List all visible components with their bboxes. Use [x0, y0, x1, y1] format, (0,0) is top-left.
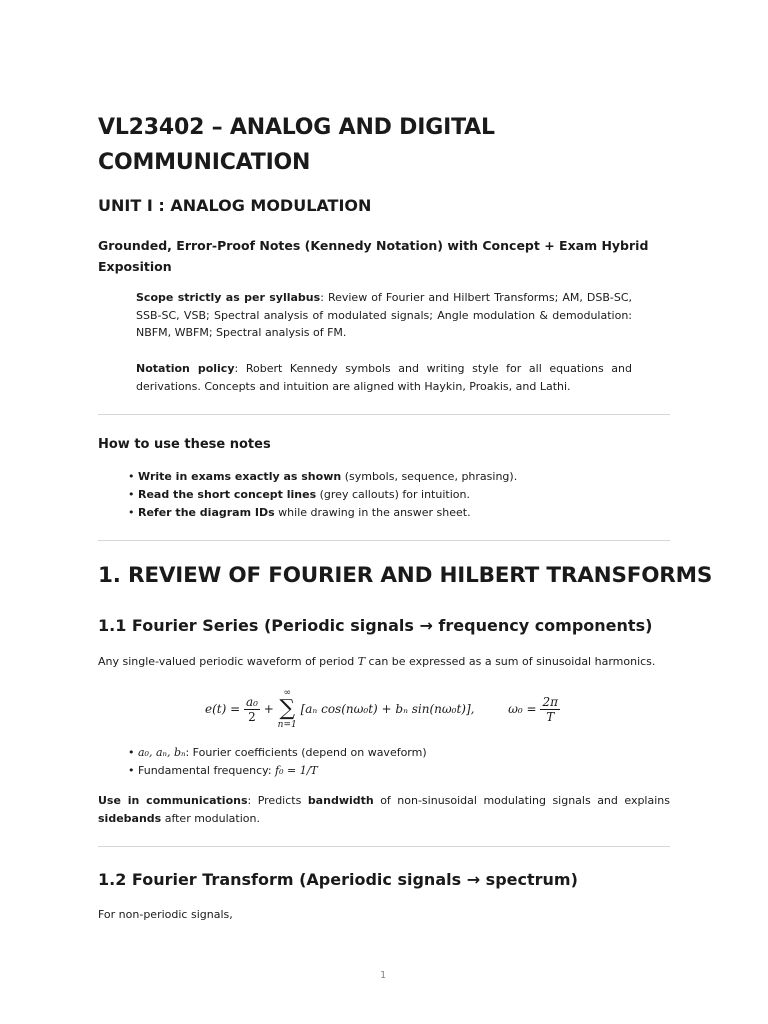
document-title: VL23402 – ANALOG AND DIGITAL COMMUNICATION	[98, 115, 495, 175]
use-label: Use in communications	[98, 794, 248, 807]
denominator: T	[546, 709, 555, 724]
list-item-text: Fundamental frequency:	[138, 764, 276, 777]
notation-text: : Robert Kennedy symbols and writing style for all equations and derivations. Concepts and intuition are aligned with Haykin, Proakis, and Lathi.	[136, 362, 632, 393]
plus-sign: +	[263, 702, 274, 716]
list-item-bold: Read the short concept lines	[138, 488, 317, 501]
use-text: : Predicts	[247, 794, 308, 807]
list-item-text: (grey callouts) for intuition.	[316, 488, 470, 501]
list-item: • Read the short concept lines (grey callouts) for intuition.	[128, 488, 470, 501]
list-item: • Write in exams exactly as shown (symbols, sequence, phrasing).	[128, 470, 518, 483]
equation-lhs: e(t) =	[205, 702, 241, 716]
document-subtitle: Grounded, Error-Proof Notes (Kennedy Notation) with Concept + Exam Hybrid Exposition	[98, 238, 649, 274]
page-number: 1	[380, 970, 387, 981]
divider	[98, 540, 670, 541]
equation-body: [aₙ cos(nω₀t) + bₙ sin(nω₀t)],	[300, 702, 475, 716]
fourier-series-bullets	[128, 744, 427, 780]
numerator: a₀	[245, 694, 258, 709]
numerator: 2π	[542, 694, 558, 709]
use-text: of non-sinusoidal modulating signals and explains	[373, 794, 670, 807]
notation-callout	[136, 360, 632, 395]
how-to-list	[128, 468, 517, 522]
math-variable: f₀ = 1/T	[275, 764, 318, 777]
fourier-series-equation	[205, 688, 585, 736]
math-variable: a₀, aₙ, bₙ	[138, 746, 186, 759]
sum-symbol: ∑	[279, 696, 296, 721]
section-heading: 1. REVIEW OF FOURIER AND HILBERT TRANSFORMS	[98, 563, 713, 588]
scope-label: Scope strictly as per syllabus	[136, 291, 321, 304]
intro-text: can be expressed as a sum of sinusoidal harmonics.	[365, 655, 656, 668]
how-to-heading: How to use these notes	[98, 437, 271, 452]
math-variable: T	[357, 655, 366, 668]
list-item-text: : Fourier coefficients (depend on waveform)	[185, 746, 427, 759]
divider	[98, 414, 670, 415]
list-item: • Fundamental frequency: f₀ = 1/T	[128, 764, 318, 777]
sum-upper: ∞	[283, 688, 291, 698]
fourier-series-intro	[98, 653, 670, 671]
divider	[98, 846, 670, 847]
fraction	[540, 695, 560, 724]
list-item-bold: Refer the diagram IDs	[138, 506, 275, 519]
list-item: • a₀, aₙ, bₙ: Fourier coefficients (depend on waveform)	[128, 746, 427, 759]
summation	[278, 688, 297, 730]
denominator: 2	[248, 709, 256, 724]
list-item: • Refer the diagram IDs while drawing in the answer sheet.	[128, 506, 471, 519]
intro-text: Any single-valued periodic waveform of period	[98, 655, 358, 668]
fraction	[244, 695, 260, 724]
use-text: after modulation.	[161, 811, 260, 825]
use-bold: bandwidth	[307, 794, 374, 807]
subsection-heading: 1.2 Fourier Transform (Aperiodic signals → spectrum)	[98, 870, 578, 889]
list-item-text: while drawing in the answer sheet.	[274, 506, 471, 519]
list-item-text: (symbols, sequence, phrasing).	[341, 470, 518, 483]
use-bold: sidebands	[98, 811, 162, 825]
list-item-bold: Write in exams exactly as shown	[138, 470, 342, 483]
sum-lower: n=1	[277, 720, 297, 730]
scope-text: : Review of Fourier and Hilbert Transforms; AM, DSB-SC, SSB-SC, VSB; Spectral analysis of modulated signals; Angle modulation & demodulation: NBFM, WBFM; Spectral analysis of FM.	[136, 291, 632, 339]
subsection-heading: 1.1 Fourier Series (Periodic signals → frequency components)	[98, 616, 653, 635]
notation-label: Notation policy	[136, 362, 235, 375]
fourier-transform-intro: For non-periodic signals,	[98, 908, 233, 921]
use-in-communications	[98, 792, 670, 827]
omega-lhs: ω₀ =	[508, 702, 537, 716]
scope-callout	[136, 289, 632, 342]
unit-title: UNIT I : ANALOG MODULATION	[98, 196, 372, 215]
